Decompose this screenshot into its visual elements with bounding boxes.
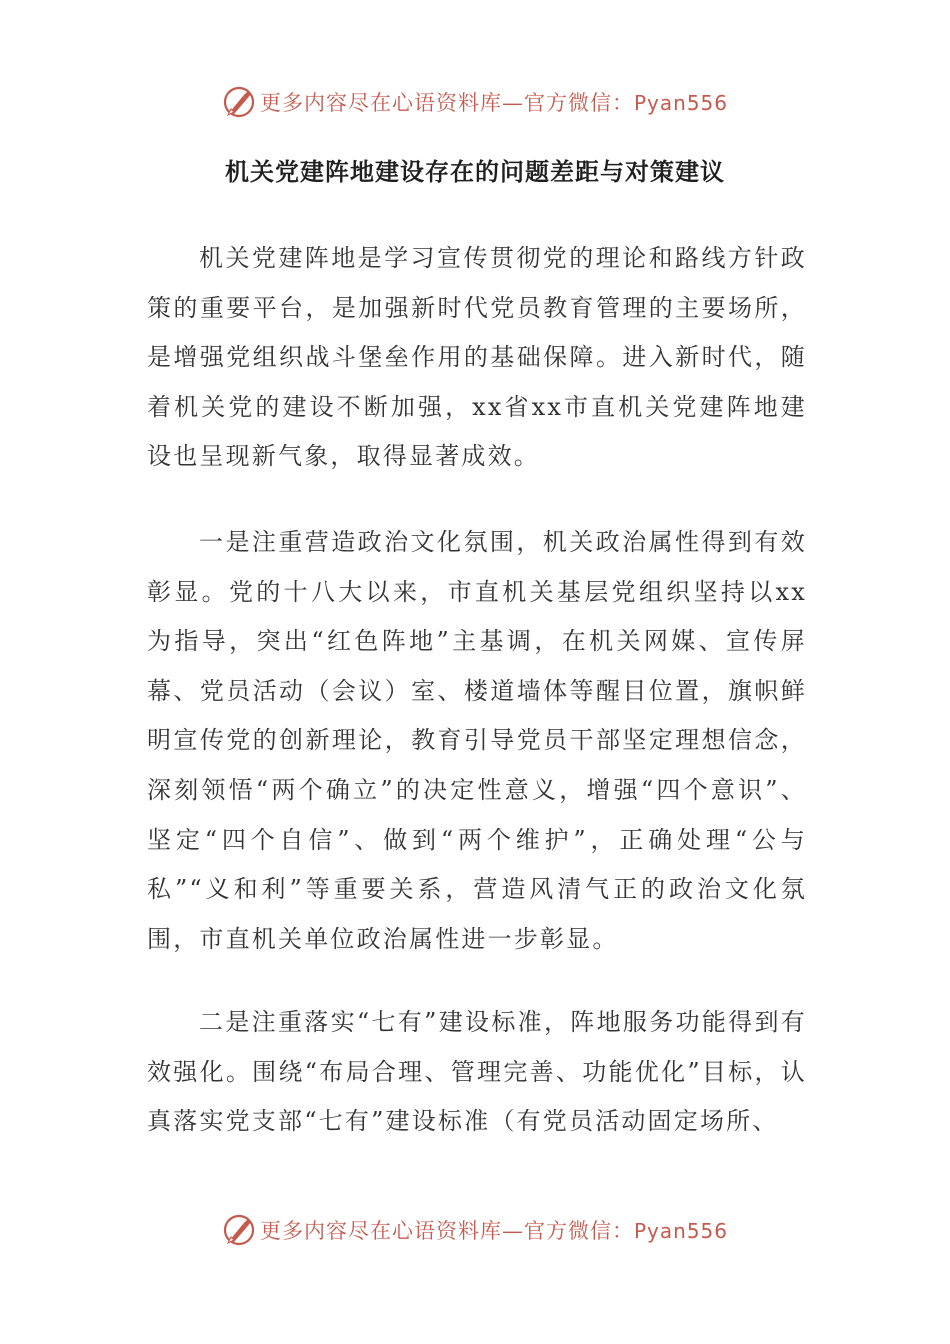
header-wechat-id: Pyan556 [633,91,728,115]
pen-nib-logo-icon [222,1213,256,1247]
header-banner [0,82,950,122]
footer-banner [0,1210,950,1250]
paragraph-text: 机关党建阵地是学习宣传贯彻党的理论和路线方针政策的重要平台，是加强新时代党员教育管理的主要场所，是增强党组织战斗堡垒作用的基础保障。进入新时代，随着机关党的建设不断加强，xx省xx市直机关党建阵地建设也呈现新气象，取得显著成效。 [147,244,807,471]
document-paragraph-3 [147,998,807,1147]
document-title: 机关党建阵地建设存在的问题差距与对策建议 [225,157,725,186]
pen-nib-logo-icon [222,85,256,119]
document-paragraph-2 [147,518,807,964]
document-paragraph-1 [147,234,807,482]
paragraph-text: 二是注重落实“七有”建设标准，阵地服务功能得到有效强化。围绕“布局合理、管理完善、功能优化”目标，认真落实党支部“七有”建设标准（有党员活动固定场所、 [147,1008,807,1136]
paragraph-text: 一是注重营造政治文化氛围，机关政治属性得到有效彰显。党的十八大以来，市直机关基层党组织坚持以xx为指导，突出“红色阵地”主基调，在机关网媒、宣传屏幕、党员活动（会议）室、楼道墙体等醒目位置，旗帜鲜明宣传党的创新理论，教育引导党员干部坚定理想信念，深刻领悟“两个确立”的决定性意义，增强“四个意识”、坚定“四个自信”、做到“两个维护”，正确处理“公与私”“义和利”等重要关系，营造风清气正的政治文化氛围，市直机关单位政治属性进一步彰显。 [147,528,807,953]
footer-banner-text: 更多内容尽在心语资料库—官方微信：Pyan556 [259,1219,728,1243]
footer-wechat-id: Pyan556 [633,1219,728,1243]
header-banner-text: 更多内容尽在心语资料库—官方微信：Pyan556 [259,91,728,115]
